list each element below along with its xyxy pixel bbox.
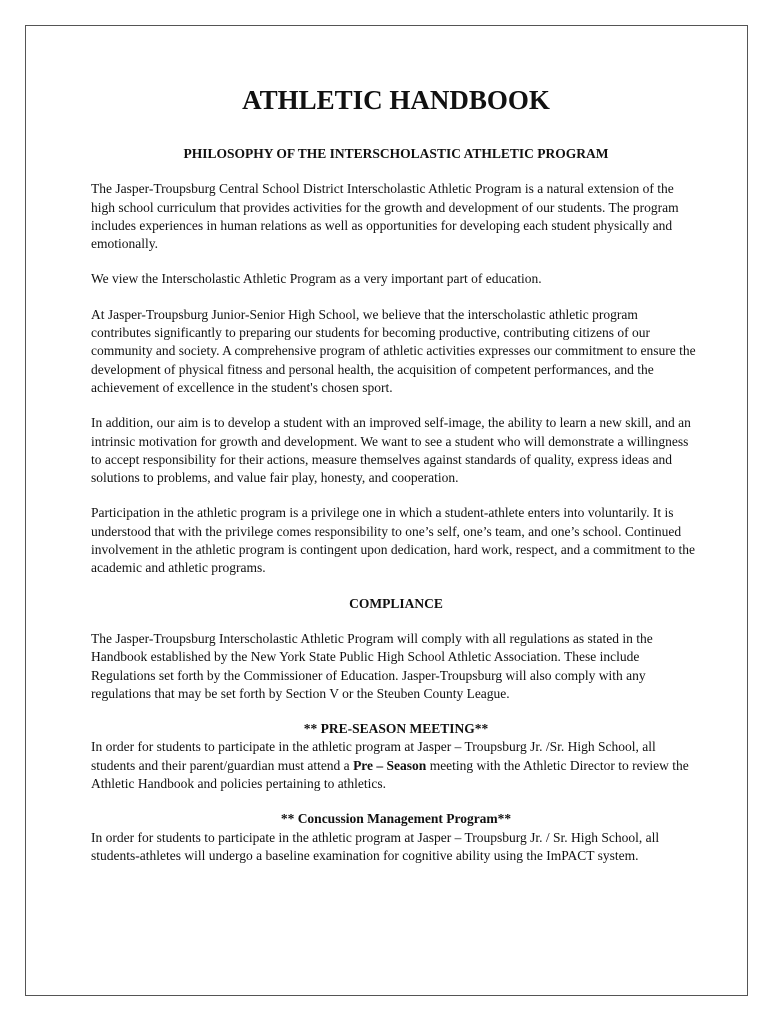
preseason-paragraph bbox=[91, 738, 701, 793]
philosophy-paragraph-1: The Jasper-Troupsburg Central School District Interscholastic Athletic Program is a natural extension of the high school curriculum that provides activities for the growth and development of our students. The program includes experiences in human relations as well as opportunities for developing each student physically and emotionally. bbox=[91, 181, 679, 252]
preseason-text-after: meeting with the Athletic Director to review the Athletic Handbook and policies pertaining to athletics. bbox=[91, 757, 689, 792]
compliance-heading: COMPLIANCE bbox=[349, 595, 443, 611]
preseason-bold-text: Pre – Season bbox=[353, 757, 427, 773]
concussion-paragraph: In order for students to participate in the athletic program at Jasper – Troupsburg Jr. / Sr. High School, all students-athletes will undergo a baseline examination for cognitive ability using the ImPACT system. bbox=[91, 829, 660, 863]
document-title: ATHLETIC HANDBOOK bbox=[242, 85, 550, 115]
document-content bbox=[91, 84, 701, 865]
philosophy-heading: PHILOSOPHY OF THE INTERSCHOLASTIC ATHLETIC PROGRAM bbox=[183, 146, 609, 161]
preseason-heading: ** PRE-SEASON MEETING** bbox=[303, 721, 489, 737]
philosophy-paragraph-4: In addition, our aim is to develop a student with an improved self-image, the ability to learn a new skill, and an intrinsic motivation for growth and development. We want to see a student who will demonstrate a willingness to accept responsibility for their actions, measure themselves against standards of quality, express ideas and solutions to problems, and value fair play, honesty, and cooperation. bbox=[91, 415, 691, 486]
document-page bbox=[25, 25, 748, 996]
philosophy-paragraph-2: We view the Interscholastic Athletic Program as a very important part of education. bbox=[91, 271, 542, 287]
concussion-heading: ** Concussion Management Program** bbox=[280, 811, 512, 827]
philosophy-paragraph-3: At Jasper-Troupsburg Junior-Senior High School, we believe that the interscholastic athletic program contributes significantly to preparing our students for becoming productive, contributing citizens of our community and society. A comprehensive program of athletic activities expresses our commitment to ensure the development of physical fitness and personal health, the acquisition of competent performances, and the achievement of excellence in the student's chosen sport. bbox=[91, 306, 696, 395]
compliance-paragraph: The Jasper-Troupsburg Interscholastic Athletic Program will comply with all regulations as stated in the Handbook established by the New York State Public High School Athletic Association. These include Regulations set forth by the Commissioner of Education. Jasper-Troupsburg will also comply with any regulations that may be set forth by Section V or the Steuben County League. bbox=[91, 630, 653, 701]
preseason-text-before: In order for students to participate in the athletic program at Jasper – Troupsburg Jr. /Sr. High School, all students and their parent/guardian must attend a bbox=[91, 739, 656, 773]
philosophy-paragraph-5: Participation in the athletic program is a privilege one in which a student-athlete enters into voluntarily. It is understood that with the privilege comes responsibility to one’s self, one’s team, and one’s school. Continued involvement in the athletic program is contingent upon dedication, hard work, respect, and a commitment to the academic and athletic programs. bbox=[91, 505, 695, 576]
